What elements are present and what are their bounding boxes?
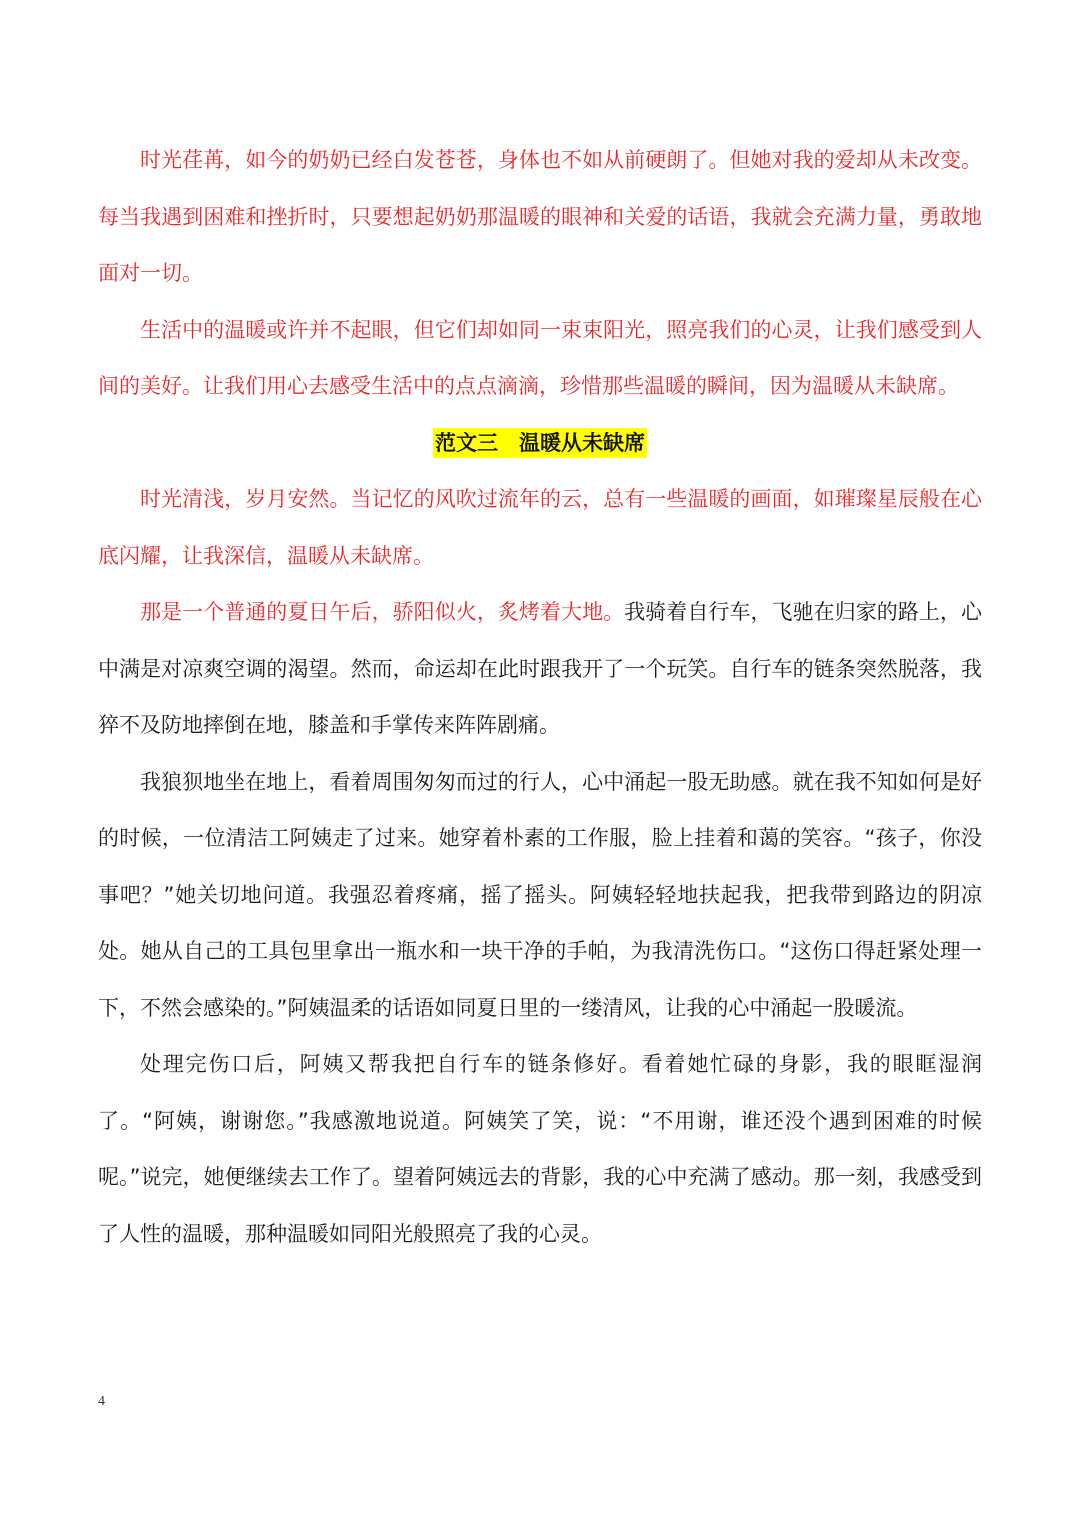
- document-page: [98, 132, 982, 1262]
- paragraph-gratitude: [98, 1036, 982, 1262]
- paragraph-intro: [98, 471, 982, 584]
- paragraph-cleaner-dark: 我狼狈地坐在地上，看着周围匆匆而过的行人，心中涌起一股无助感。就在我不知如何是好的时候，一位清洁工阿姨走了过来。她穿着朴素的工作服，脸上挂着和蔼的笑容。“孩子，你没事吧？”她关切地问道。我强忍着疼痛，摇了摇头。阿姨轻轻地扶起我，把我带到路边的阴凉处。她从自己的工具包里拿出一瓶水和一块干净的手帕，为我清洗伤口。“这伤口得赶紧处理一下，不然会感染的。”阿姨温柔的话语如同夏日里的一缕清风，让我的心中涌起一股暖流。: [98, 769, 982, 1020]
- paragraph-grandma-love: 时光荏苒，如今的奶奶已经白发苍苍，身体也不如从前硬朗了。但她对我的爱却从未改变。每当我遇到困难和挫折时，只要想起奶奶那温暖的眼神和关爱的话语，我就会充满力量，勇敢地面对一切。: [98, 148, 982, 285]
- paragraph-cleaner-help: [98, 754, 982, 1037]
- section-heading: 范文三 温暖从未缺席: [433, 428, 647, 458]
- paragraph-summer-red: 那是一个普通的夏日午后，骄阳似火，炙烤着大地。: [140, 600, 625, 624]
- paragraph-warmth-conclusion: 生活中的温暖或许并不起眼，但它们却如同一束束阳光，照亮我们的心灵，让我们感受到人间的美好。让我们用心去感受生活中的点点滴滴，珍惜那些温暖的瞬间，因为温暖从未缺席。: [98, 317, 982, 398]
- section-heading-wrap: [98, 415, 982, 472]
- paragraph-summer-dark: 我骑着自行车，飞驰在归家的路上，心中满是对凉爽空调的渴望。然而，命运却在此时跟我开了一个玩笑。自行车的链条突然脱落，我猝不及防地摔倒在地，膝盖和手掌传来阵阵剧痛。: [98, 600, 983, 737]
- paragraph-intro-red: 时光清浅，岁月安然。当记忆的风吹过流年的云，总有一些温暖的画面，如璀璨星辰般在心底闪耀，让我深信，温暖从未缺席。: [98, 487, 982, 568]
- page-number: 4: [98, 1394, 105, 1409]
- paragraph-gratitude-dark: 处理完伤口后，阿姨又帮我把自行车的链条修好。看着她忙碌的身影，我的眼眶湿润了。“阿姨，谢谢您。”我感激地说道。阿姨笑了笑，说：“不用谢，谁还没个遇到困难的时候呢。”说完，她便继续去工作了。望着阿姨远去的背影，我的心中充满了感动。那一刻，我感受到了人性的温暖，那种温暖如同阳光般照亮了我的心灵。: [98, 1052, 982, 1246]
- paragraph-summer-afternoon: [98, 584, 982, 754]
